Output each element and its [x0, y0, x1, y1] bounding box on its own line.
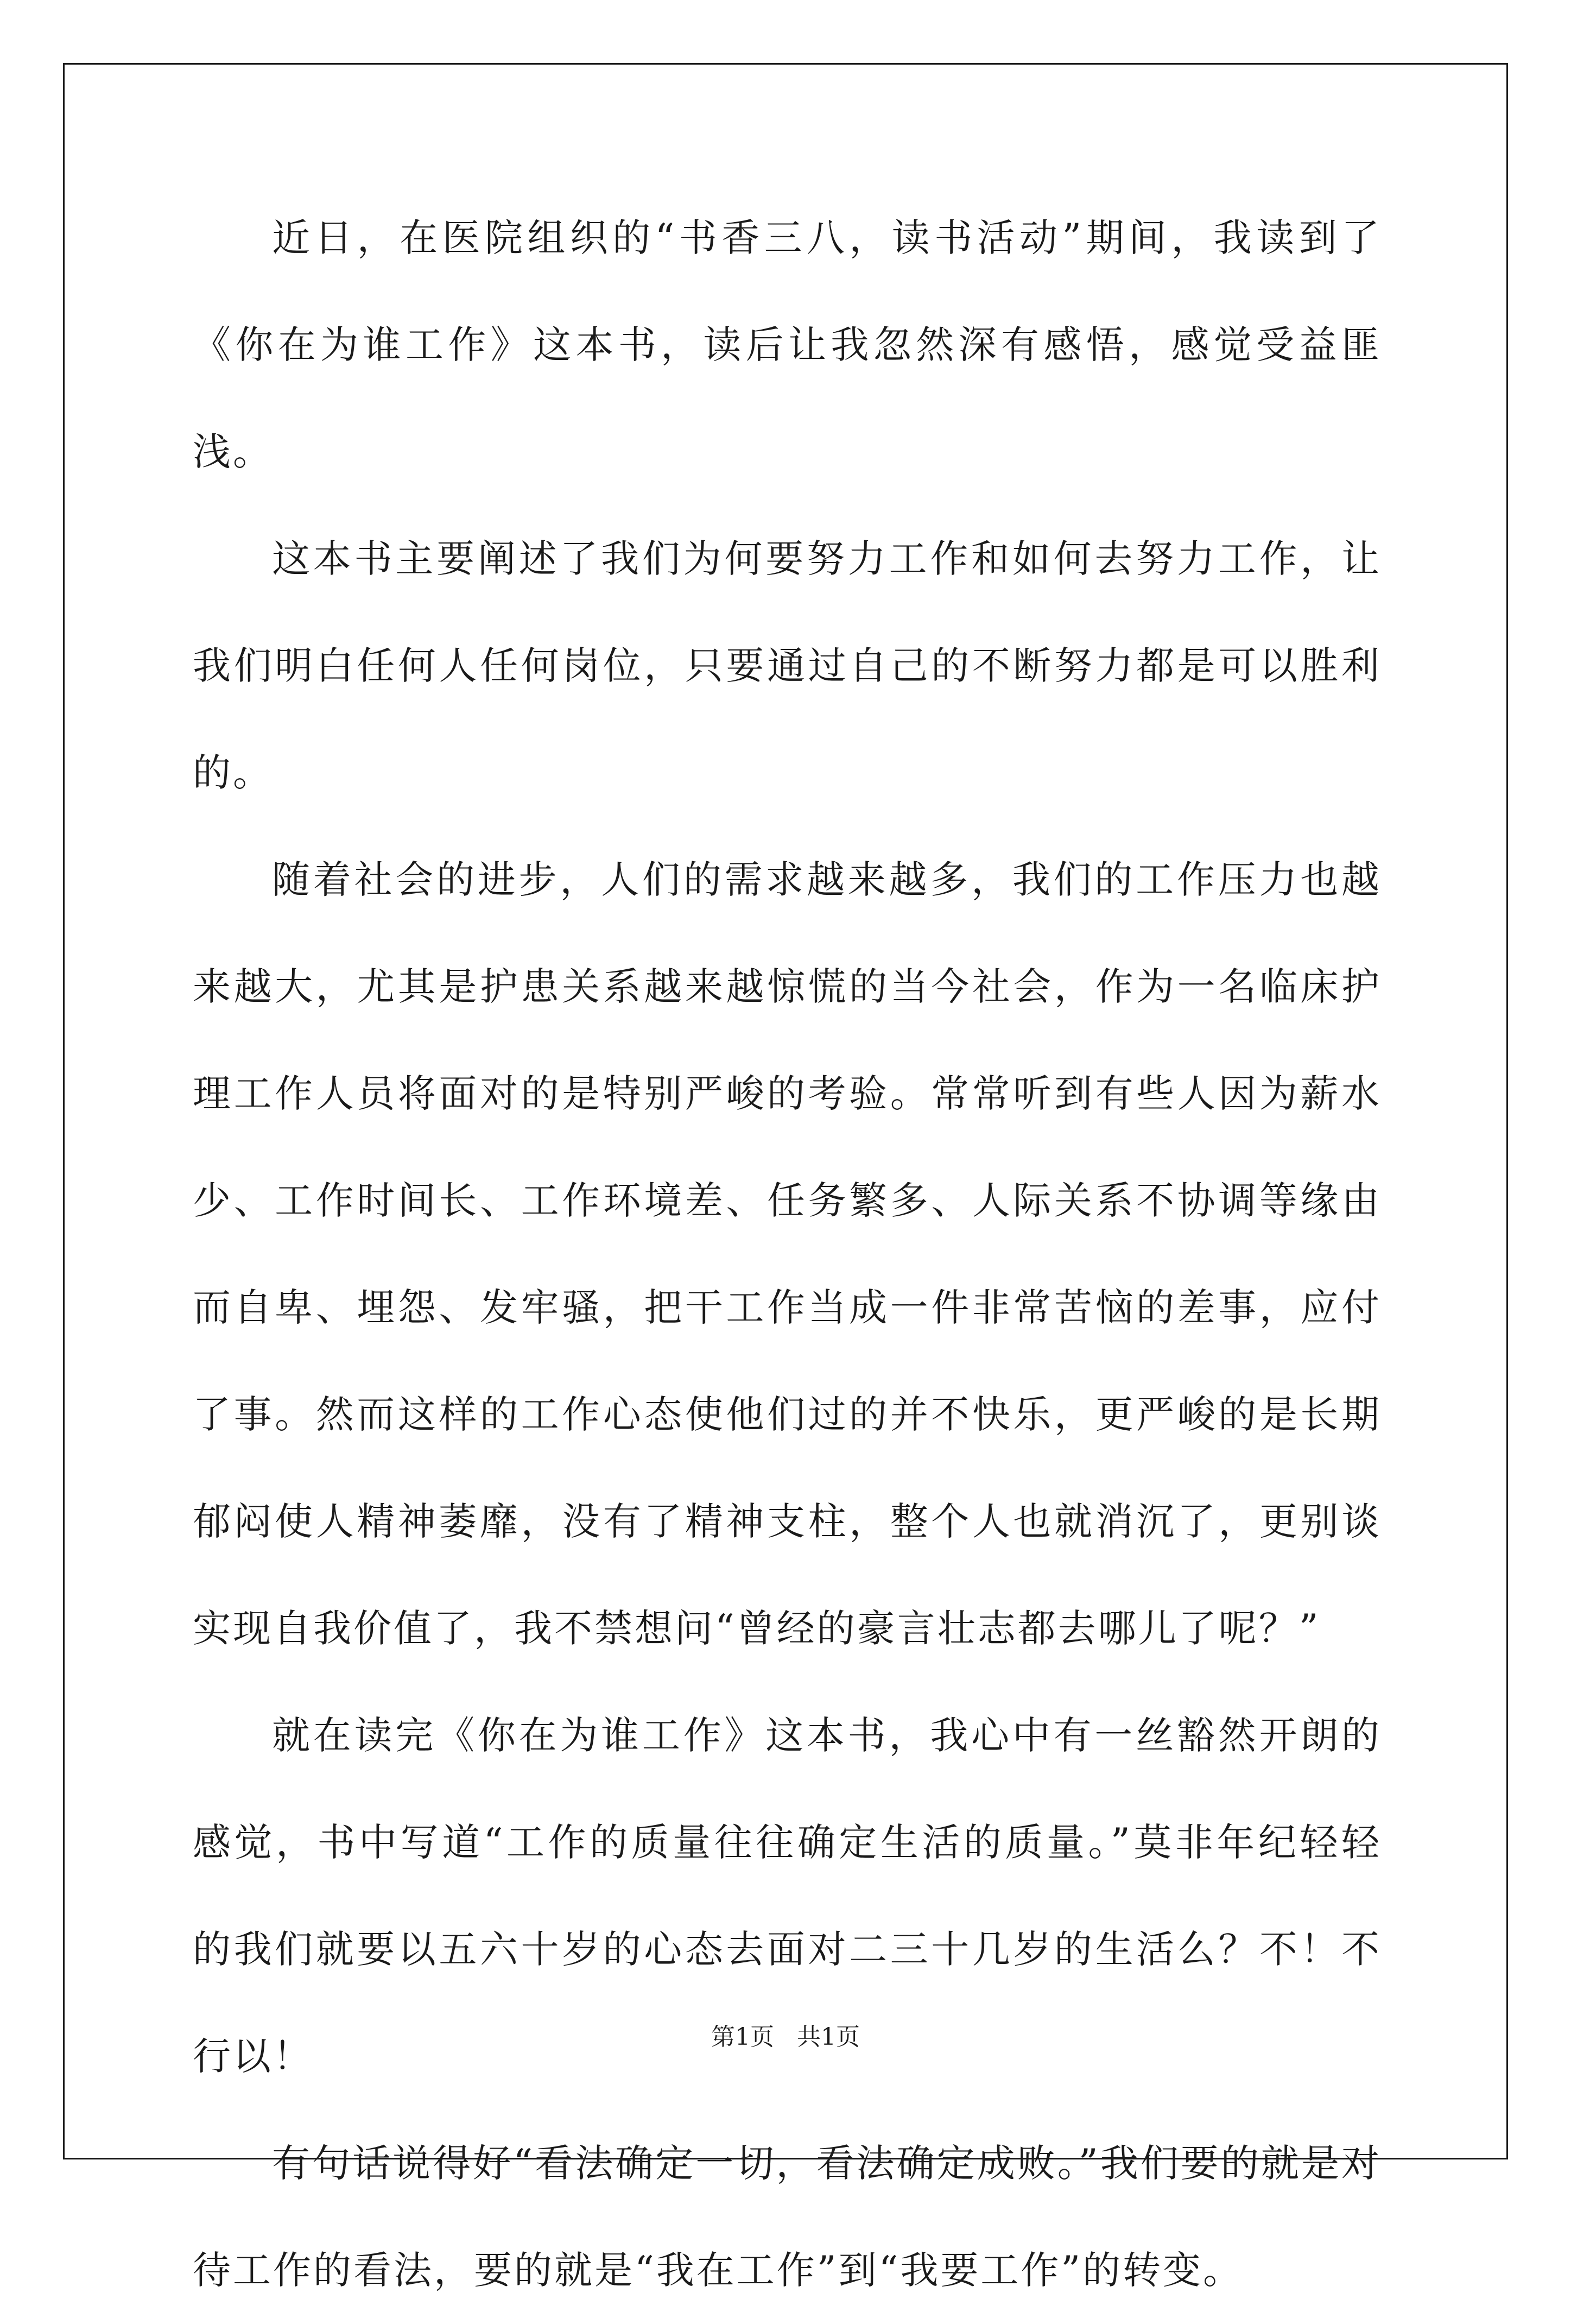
page-number: 第1页	[711, 2023, 775, 2051]
paragraph-2: 这本书主要阐述了我们为何要努力工作和如何去努力工作，让我们明白任何人任何岗位，只要通过自己的不断努力都是可以胜利的。	[193, 536, 1382, 795]
paragraph-3: 随着社会的进步，人们的需求越来越多，我们的工作压力也越来越大，尤其是护患关系越来越惊慌的当今社会，作为一名临床护理工作人员将面对的是特别严峻的考验。常常听到有些人因为薪水少、工作时间长、工作环境差、任务繁多、人际关系不协调等缘由而自卑、埋怨、发牢骚，把干工作当成一件非常苦恼的差事，应付了事。然而这样的工作心态使他们过的并不快乐，更严峻的是长期郁闷使人精神萎靡，没有了精神支柱，整个人也就消沉了，更别谈实现自我价值了，我不禁想问“曾经的豪言壮志都去哪儿了呢？”	[193, 857, 1382, 1651]
page-footer	[0, 2017, 1571, 2052]
footer-spacer	[774, 2023, 797, 2051]
document-body	[193, 185, 1382, 2324]
paragraph-1: 近日，在医院组织的“书香三八，读书活动”期间，我读到了《你在为谁工作》这本书，读后让我忽然深有感悟，感觉受益匪浅。	[193, 216, 1382, 474]
paragraph-4: 就在读完《你在为谁工作》这本书，我心中有一丝豁然开朗的感觉，书中写道“工作的质量往往确定生活的质量。”莫非年纪轻轻的我们就要以五六十岁的心态去面对二三十几岁的生活么？不！不行以！	[193, 1713, 1382, 2079]
total-pages: 共1页	[796, 2023, 860, 2051]
paragraph-5: 有句话说得好“看法确定一切，看法确定成败。”我们要的就是对待工作的看法，要的就是“我在工作”到“我要工作”的转变。	[193, 2141, 1382, 2293]
